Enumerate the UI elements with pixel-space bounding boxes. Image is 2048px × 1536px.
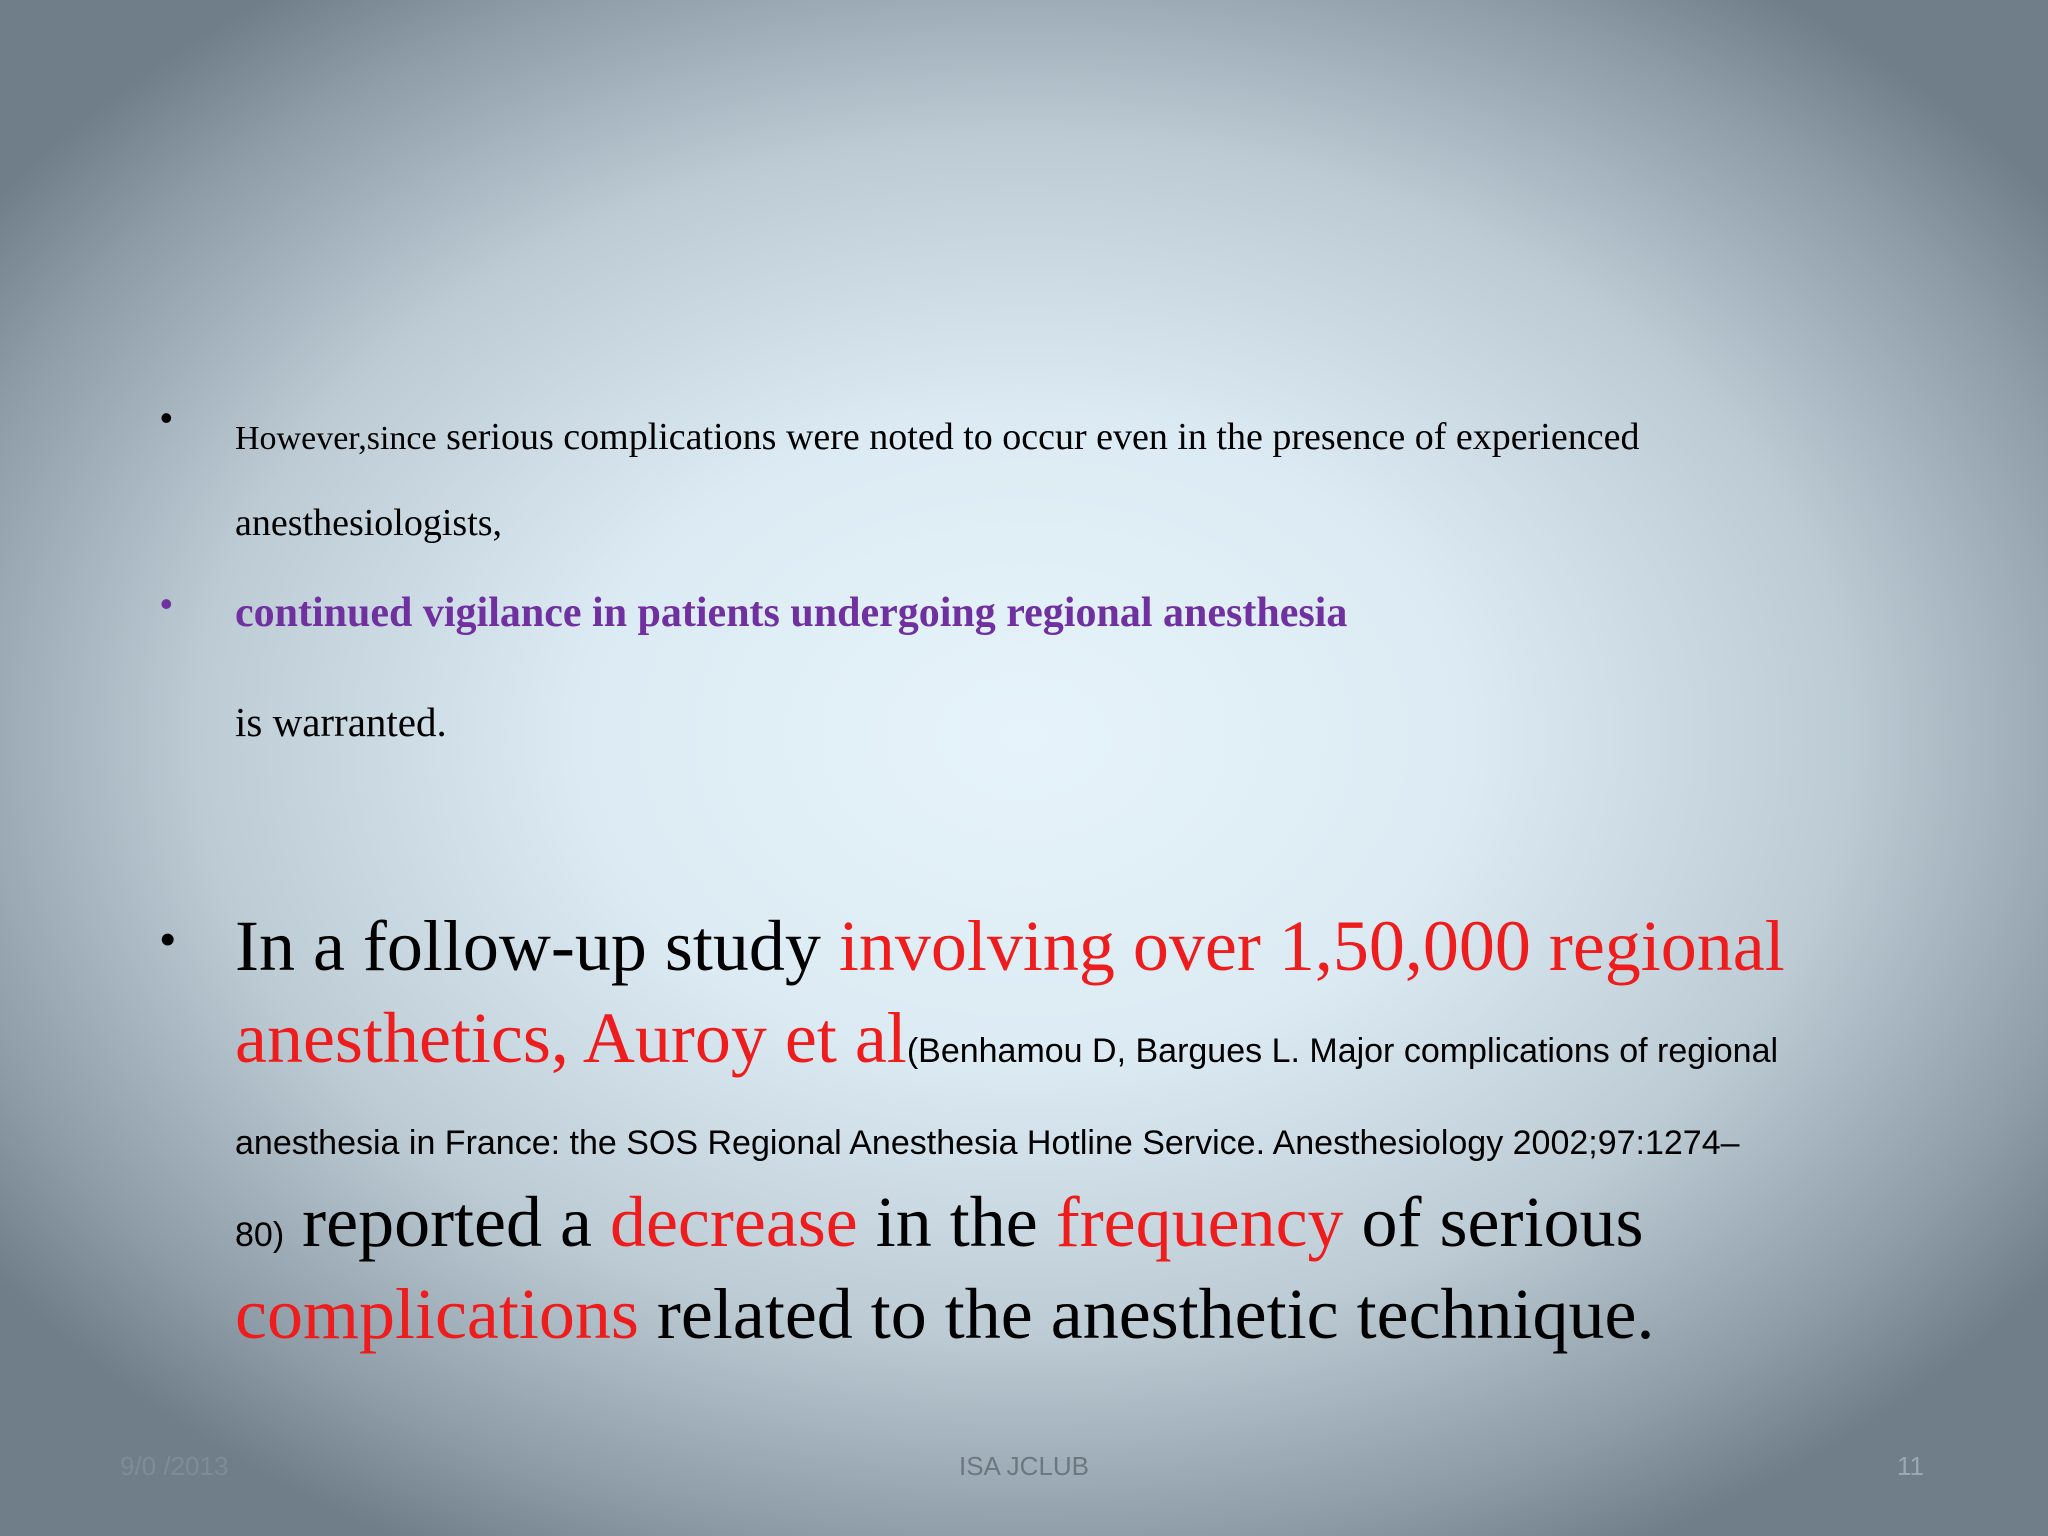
bullet-3-highlight-complications: complications bbox=[235, 1274, 639, 1354]
citation: (Benhamou D, Bargues L. Major complications of regional anesthesia in France: the SOS Regional Anesthesia Hotline Service. Anesthesiology 2002;97:1274– bbox=[235, 1032, 1779, 1162]
bullet-1-prefix: However,since bbox=[235, 420, 437, 457]
footer-date: 9/0 /2013 bbox=[120, 1451, 229, 1481]
bullet-2-tail: is warranted. bbox=[235, 699, 447, 745]
bullet-3-highlight-study: involving over 1,50,000 regional anesthetics, Auroy et al bbox=[235, 906, 1785, 1078]
bullet-3-mid-3: of serious bbox=[1343, 1182, 1644, 1262]
bullet-marker: • bbox=[160, 915, 176, 964]
bullet-3-text bbox=[235, 900, 1935, 1360]
bullet-marker: • bbox=[160, 583, 173, 624]
slide-number: 11 bbox=[1897, 1451, 1924, 1481]
bullet-marker: • bbox=[160, 397, 173, 438]
footer-title: ISA JCLUB bbox=[958, 1451, 1090, 1481]
bullet-1-body: serious complications were noted to occur even in the presence of experienced anesthesiologists, bbox=[235, 416, 1640, 544]
bullet-1-text bbox=[235, 395, 1915, 565]
citation-end: 80) bbox=[235, 1216, 285, 1254]
bullet-3-mid-1: reported a bbox=[284, 1182, 610, 1262]
bullet-3-mid-2: in the bbox=[857, 1182, 1056, 1262]
bullet-2-emphasis: continued vigilance in patients undergoing regional anesthesia bbox=[235, 590, 1348, 636]
bullet-3-highlight-decrease: decrease bbox=[609, 1182, 858, 1262]
bullet-3-highlight-frequency: frequency bbox=[1055, 1182, 1344, 1262]
bullet-3-lead: In a follow-up study bbox=[235, 906, 839, 986]
bullet-3-end: related to the anesthetic technique. bbox=[638, 1274, 1655, 1354]
